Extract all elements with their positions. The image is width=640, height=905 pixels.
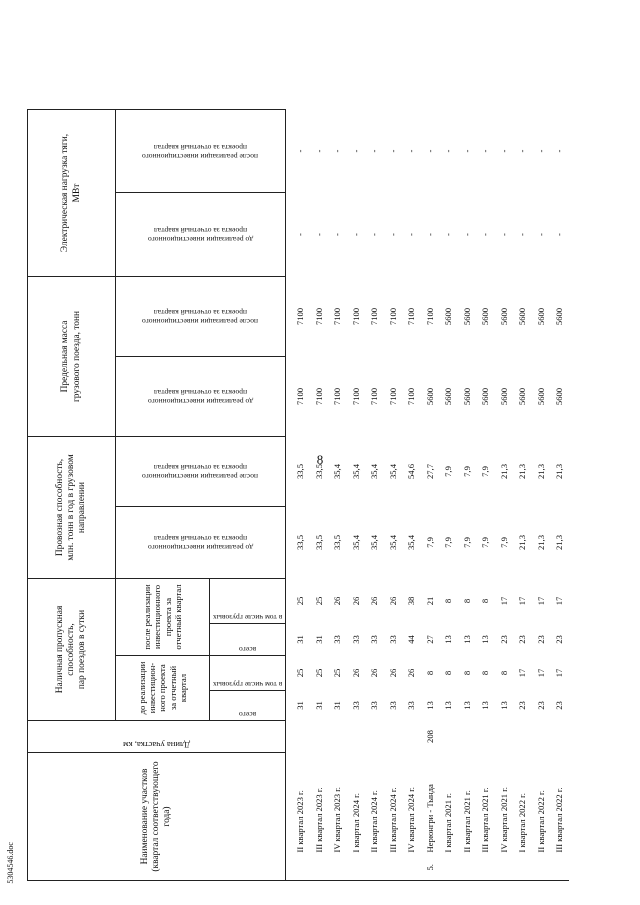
row-number — [347, 855, 366, 881]
weight-after: 7100 — [424, 307, 435, 326]
throughput-before: 7,9 — [443, 537, 454, 548]
after-freight: 26 — [369, 596, 380, 606]
throughput-before: 21,3 — [535, 534, 546, 551]
row-length — [532, 721, 551, 753]
after-freight: 26 — [350, 596, 361, 606]
throughput-after: 35,4 — [387, 463, 398, 480]
after-total: 23 — [535, 635, 546, 644]
electric-after: - — [498, 149, 509, 153]
weight-after: 7100 — [369, 307, 380, 326]
row-number — [495, 855, 514, 881]
row-length — [365, 721, 384, 753]
electric-after: - — [332, 149, 343, 153]
row-length — [476, 721, 495, 753]
row-name: III квартал 2022 г. — [554, 787, 565, 853]
after-freight: 8 — [443, 598, 454, 604]
row-name: II квартал 2021 г. — [461, 790, 472, 853]
after-freight: 21 — [424, 596, 435, 606]
before-total: 33 — [387, 701, 398, 710]
after-freight: 17 — [517, 596, 528, 606]
header-before-project: до реализации инвестицион- ного проекта за отчетный квартал — [116, 656, 210, 721]
before-freight: 25 — [295, 668, 306, 678]
throughput-after: 21,3 — [535, 463, 546, 480]
throughput-before: 7,9 — [480, 537, 491, 548]
before-freight: 8 — [424, 670, 435, 676]
throughput-after: 35,4 — [350, 463, 361, 480]
electric-after: - — [313, 149, 324, 153]
row-length — [458, 721, 477, 753]
header-before-total — [210, 691, 286, 721]
before-freight: 17 — [554, 668, 565, 678]
table-row — [384, 110, 403, 881]
after-freight: 25 — [313, 596, 324, 606]
row-number — [439, 855, 458, 881]
row-number — [384, 855, 403, 881]
row-length — [310, 721, 329, 753]
weight-after: 5600 — [480, 307, 491, 326]
header-electric-load: Электрическая нагрузка тяги, МВт — [28, 110, 116, 277]
weight-after: 7100 — [387, 307, 398, 326]
before-freight: 8 — [480, 670, 491, 676]
throughput-after: 54,6 — [406, 463, 417, 480]
row-number — [310, 855, 329, 881]
after-total: 13 — [480, 635, 491, 644]
table-row — [365, 110, 384, 881]
electric-before: - — [387, 233, 398, 236]
row-name: III квартал 2021 г. — [480, 787, 491, 853]
weight-after: 5600 — [554, 307, 565, 326]
header-length — [28, 721, 286, 753]
row-name: II квартал 2022 г. — [535, 790, 546, 853]
row-name: Нерюнгри - Тында — [424, 784, 435, 853]
table-row — [513, 110, 532, 881]
after-total: 13 — [443, 635, 454, 644]
before-freight: 26 — [350, 668, 361, 678]
after-freight: 8 — [480, 598, 491, 604]
throughput-before: 7,9 — [461, 537, 472, 548]
table-row — [532, 110, 551, 881]
header-electric-before — [116, 193, 286, 277]
row-name: III квартал 2023 г. — [313, 787, 324, 853]
before-freight: 17 — [535, 668, 546, 678]
before-total: 13 — [461, 701, 472, 710]
weight-after: 5600 — [498, 307, 509, 326]
throughput-before: 21,3 — [554, 534, 565, 551]
row-length — [439, 721, 458, 753]
throughput-after: 35,4 — [332, 463, 343, 480]
before-total: 23 — [554, 701, 565, 710]
header-capacity: Наличная пропускная способность, пар поездов в сутки — [28, 579, 116, 721]
row-length — [347, 721, 366, 753]
header-before-total-label: всего — [238, 710, 257, 719]
weight-before: 5600 — [424, 387, 435, 406]
throughput-before: 33,5 — [332, 534, 343, 551]
throughput-after: 35,4 — [369, 463, 380, 480]
header-after-freight-label: в том числе грузовых — [212, 613, 283, 622]
electric-before: - — [517, 233, 528, 236]
electric-after: - — [406, 149, 417, 153]
electric-before: - — [332, 233, 343, 236]
row-length: 208 — [424, 730, 435, 743]
table-row — [439, 110, 458, 881]
throughput-after: 7,9 — [480, 466, 491, 477]
weight-after: 5600 — [535, 307, 546, 326]
header-after-total — [210, 624, 286, 656]
header-throughput: Провозная способность, млн. тонн в год в грузовом направлении — [28, 437, 116, 579]
row-number — [402, 855, 421, 881]
before-freight: 17 — [517, 668, 528, 678]
electric-before: - — [295, 233, 306, 236]
data-table — [27, 109, 569, 881]
electric-before: - — [313, 233, 324, 236]
weight-before: 7100 — [387, 387, 398, 406]
header-throughput-before-label: до реализации инвестиционного проекта за отчетный квартал — [147, 534, 254, 553]
before-total: 13 — [498, 701, 509, 710]
header-throughput-after-label: после реализации инвестиционного проекта за отчетный квартал — [142, 463, 259, 482]
header-train-weight: Предельная масса грузового поезда, тонн — [28, 277, 116, 437]
table-row — [310, 110, 329, 881]
row-number — [365, 855, 384, 881]
after-total: 33 — [387, 635, 398, 644]
throughput-after: 7,9 — [461, 466, 472, 477]
after-freight: 17 — [554, 596, 565, 606]
table-row — [476, 110, 495, 881]
throughput-after: 21,3 — [517, 463, 528, 480]
table-row — [347, 110, 366, 881]
after-total: 27 — [424, 635, 435, 644]
electric-before: - — [535, 233, 546, 236]
electric-after: - — [369, 149, 380, 153]
header-after-freight — [210, 579, 286, 624]
before-freight: 26 — [369, 668, 380, 678]
header-weight-after — [116, 277, 286, 357]
header-before-freight-label: в том числе грузовых — [212, 680, 283, 689]
before-freight: 25 — [332, 668, 343, 678]
weight-after: 7100 — [313, 307, 324, 326]
before-freight: 26 — [406, 668, 417, 678]
row-name: I квартал 2022 г. — [517, 793, 528, 853]
throughput-before: 35,4 — [350, 534, 361, 551]
after-freight: 8 — [461, 598, 472, 604]
table-row — [458, 110, 477, 881]
after-total: 13 — [461, 635, 472, 644]
before-freight: 8 — [461, 670, 472, 676]
electric-after: - — [517, 149, 528, 153]
after-freight: 17 — [535, 596, 546, 606]
row-length — [328, 721, 347, 753]
throughput-before: 35,4 — [369, 534, 380, 551]
row-length — [550, 721, 569, 753]
electric-before: - — [350, 233, 361, 236]
header-after-project: после реализации инвестиционного проекта за отчетный квартал — [116, 579, 210, 656]
electric-before: - — [461, 233, 472, 236]
header-after-total-label: всего — [238, 645, 257, 654]
before-total: 23 — [535, 701, 546, 710]
weight-before: 7100 — [369, 387, 380, 406]
before-total: 13 — [424, 701, 435, 710]
row-number — [513, 855, 532, 881]
after-total: 33 — [369, 635, 380, 644]
before-total: 31 — [332, 701, 343, 710]
weight-before: 5600 — [517, 387, 528, 406]
weight-before: 7100 — [406, 387, 417, 406]
before-freight: 8 — [443, 670, 454, 676]
weight-after: 7100 — [350, 307, 361, 326]
row-number — [550, 855, 569, 881]
electric-after: - — [554, 149, 565, 153]
after-total: 23 — [554, 635, 565, 644]
weight-after: 7100 — [332, 307, 343, 326]
weight-before: 7100 — [313, 387, 324, 406]
weight-after: 5600 — [517, 307, 528, 326]
before-freight: 26 — [387, 668, 398, 678]
header-electric-before-label: до реализации инвестиционного проекта за отчетный квартал — [147, 226, 254, 245]
electric-before: - — [498, 233, 509, 236]
electric-after: - — [535, 149, 546, 153]
row-name: II квартал 2023 г. — [295, 790, 306, 853]
row-length — [384, 721, 403, 753]
electric-before: - — [443, 233, 454, 236]
electric-after: - — [295, 149, 306, 153]
electric-after: - — [461, 149, 472, 153]
weight-before: 7100 — [332, 387, 343, 406]
row-name: I квартал 2024 г. — [350, 793, 361, 853]
throughput-before: 35,4 — [406, 534, 417, 551]
throughput-after: 7,9 — [443, 466, 454, 477]
weight-after: 7100 — [295, 307, 306, 326]
after-freight: 38 — [406, 596, 417, 606]
after-total: 33 — [332, 635, 343, 644]
row-name: IV квартал 2021 г. — [498, 787, 509, 853]
throughput-before: 7,9 — [424, 537, 435, 548]
after-freight: 26 — [387, 596, 398, 606]
header-electric-after-label: после реализации инвестиционного проекта за отчетный квартал — [142, 143, 259, 161]
table-row — [550, 110, 569, 881]
before-freight: 8 — [498, 670, 509, 676]
after-total: 23 — [517, 635, 528, 644]
before-total: 33 — [406, 701, 417, 710]
before-total: 13 — [443, 701, 454, 710]
row-name: II квартал 2024 г. — [369, 790, 380, 853]
header-electric-after — [116, 110, 286, 193]
row-length — [495, 721, 514, 753]
throughput-after: 21,3 — [498, 463, 509, 480]
after-total: 33 — [350, 635, 361, 644]
electric-before: - — [369, 233, 380, 236]
before-total: 33 — [369, 701, 380, 710]
table-row — [286, 110, 310, 881]
header-weight-before-label: до реализации инвестиционного проекта за отчетный квартал — [147, 388, 254, 407]
electric-after: - — [424, 149, 435, 153]
after-freight: 25 — [295, 596, 306, 606]
header-weight-after-label: после реализации инвестиционного проекта за отчетный квартал — [142, 308, 259, 327]
weight-after: 5600 — [443, 307, 454, 326]
electric-before: - — [406, 233, 417, 236]
before-total: 33 — [350, 701, 361, 710]
throughput-before: 21,3 — [517, 534, 528, 551]
electric-after: - — [480, 149, 491, 153]
electric-before: - — [424, 233, 435, 236]
weight-before: 5600 — [461, 387, 472, 406]
electric-before: - — [554, 233, 565, 236]
row-name: IV квартал 2023 г. — [332, 787, 343, 853]
row-number — [532, 855, 551, 881]
header-length-label: Длина участка, км — [122, 740, 191, 750]
row-number — [286, 855, 310, 881]
before-freight: 25 — [313, 668, 324, 678]
weight-after: 7100 — [406, 307, 417, 326]
header-before-freight — [210, 656, 286, 691]
electric-before: - — [480, 233, 491, 236]
before-total: 13 — [480, 701, 491, 710]
page-number: 8 — [316, 452, 324, 467]
row-name: III квартал 2024 г. — [387, 787, 398, 853]
after-freight: 17 — [498, 596, 509, 606]
throughput-before: 35,4 — [387, 534, 398, 551]
before-total: 31 — [313, 701, 324, 710]
weight-before: 5600 — [443, 387, 454, 406]
table-row — [402, 110, 421, 881]
row-number — [328, 855, 347, 881]
table-row — [421, 110, 440, 881]
after-total: 31 — [295, 635, 306, 644]
weight-before: 7100 — [295, 387, 306, 406]
throughput-after: 27,7 — [424, 463, 435, 480]
weight-before: 7100 — [350, 387, 361, 406]
table-row — [328, 110, 347, 881]
after-total: 23 — [498, 635, 509, 644]
weight-before: 5600 — [498, 387, 509, 406]
header-throughput-after — [116, 437, 286, 507]
row-number: 5. — [421, 855, 440, 881]
after-total: 31 — [313, 635, 324, 644]
electric-after: - — [387, 149, 398, 153]
throughput-after: 21,3 — [554, 463, 565, 480]
after-total: 44 — [406, 635, 417, 644]
before-total: 31 — [295, 701, 306, 710]
throughput-before: 33,5 — [313, 534, 324, 551]
throughput-after: 33,5 — [295, 463, 306, 480]
after-freight: 26 — [332, 596, 343, 606]
header-section-name: Наименование участков (квартал соответствующего года) — [28, 753, 286, 881]
row-length — [286, 721, 310, 753]
weight-after: 5600 — [461, 307, 472, 326]
throughput-after: 33,5 — [313, 463, 324, 480]
document-filename: 5304546.doc — [6, 842, 15, 884]
row-length — [402, 721, 421, 753]
electric-after: - — [350, 149, 361, 153]
row-length — [513, 721, 532, 753]
header-weight-before — [116, 357, 286, 437]
row-name: IV квартал 2024 г. — [406, 787, 417, 853]
table-row — [495, 110, 514, 881]
row-number — [458, 855, 477, 881]
weight-before: 5600 — [535, 387, 546, 406]
row-name: I квартал 2021 г. — [443, 793, 454, 853]
row-number — [476, 855, 495, 881]
electric-after: - — [443, 149, 454, 153]
before-total: 23 — [517, 701, 528, 710]
throughput-before: 7,9 — [498, 537, 509, 548]
weight-before: 5600 — [554, 387, 565, 406]
weight-before: 5600 — [480, 387, 491, 406]
throughput-before: 33,5 — [295, 534, 306, 551]
header-throughput-before — [116, 507, 286, 579]
